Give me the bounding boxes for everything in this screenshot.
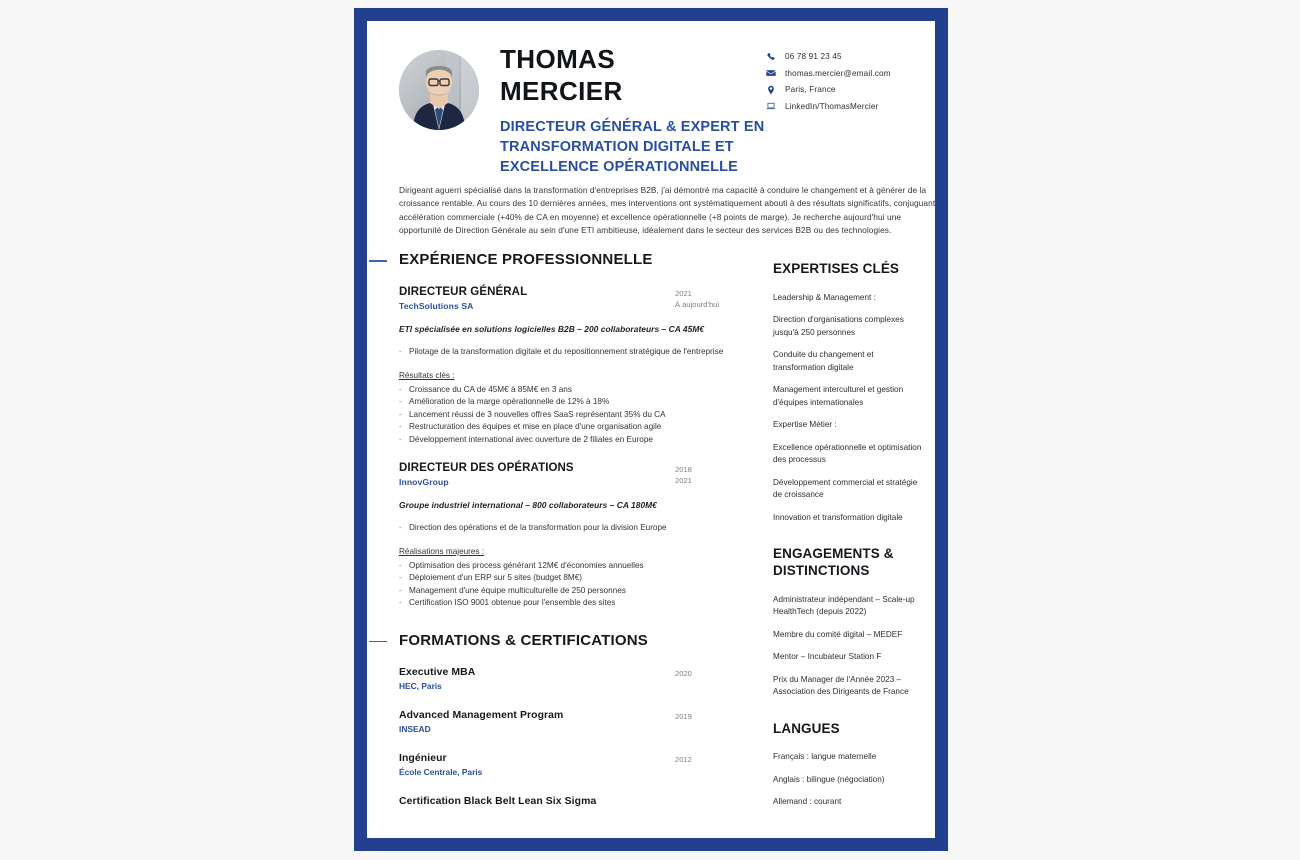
engagement-item: Prix du Manager de l'Année 2023 – Association des Dirigeants de France [773,674,909,697]
job-bullets-title: Résultats clés : [399,370,455,380]
engagement-item: Mentor – Incubateur Station F [773,652,882,662]
sidebar-column [773,261,925,831]
section-heading-engagements: ENGAGEMENTS & DISTINCTIONS [773,545,894,578]
job-bullet: - Certification ISO 9001 obtenue pour l'ensemble des sites [399,597,751,609]
expertise-item: Innovation et transformation digitale [773,512,903,522]
contact-linkedin-text: LinkedIn/ThomasMercier [785,101,879,111]
job-lead-bullet: - Direction des opérations et de la transformation pour la division Europe [399,522,751,535]
heading-dash-icon [369,260,387,262]
job-bullet: - Restructuration des équipes et mise en place d'une organisation agile [399,421,751,433]
experience-entry-titles [399,462,665,487]
experience-entry [399,286,751,446]
heading-dash-icon [369,641,387,643]
education-year: 2012 [675,754,692,764]
location-pin-icon [765,84,776,95]
languages-section [773,721,925,809]
contact-row-location [765,84,935,95]
expertise-section [773,261,925,524]
engagement-item: Administrateur indépendant – Scale-up HealthTech (depuis 2022) [773,594,915,617]
expertise-item: Expertise Métier : [773,420,837,430]
education-degree: Advanced Management Program [399,709,564,721]
education-degree: Executive MBA [399,666,476,678]
language-item: Français : langue maternelle [773,752,877,762]
education-entry [399,753,751,777]
education-school: HEC, Paris [399,680,442,691]
education-year: 2020 [675,668,692,678]
contact-email-text: thomas.mercier@email.com [785,68,891,78]
experience-entry-header [399,286,751,311]
education-entry-main [399,710,665,734]
engagements-section [773,546,925,699]
expertise-item: Leadership & Management : [773,292,876,302]
section-heading-experience [399,251,751,268]
job-company: InnovGroup [399,477,449,488]
experience-entry [399,462,751,610]
job-bullets [399,560,751,610]
section-heading-expertise: EXPERTISES CLÉS [773,261,900,276]
expertise-item: Conduite du changement et transformation digitale [773,350,874,372]
job-date-start: 2018 [675,465,692,475]
contact-phone-text: 06 78 91 23 45 [785,52,842,61]
language-item: Allemand : courant [773,797,842,807]
contact-location-text: Paris, France [785,85,836,94]
experience-entry-titles [399,286,665,311]
contact-row-linkedin[interactable] [765,101,935,112]
first-name: THOMAS [500,44,616,74]
engagement-item: Membre du comité digital – MEDEF [773,629,903,639]
cv-page-frame [354,8,948,851]
avatar [399,50,479,130]
job-bullet: - Optimisation des process générant 12M€ d'économies annuelles [399,560,751,572]
education-school: INSEAD [399,723,431,734]
certification-entry: Certification Black Belt Lean Six Sigma [399,795,597,807]
job-lead-bullet: - Pilotage de la transformation digitale et du repositionnement stratégique de l'entreprise [399,346,751,359]
job-date-start: 2021 [675,289,692,298]
education-entry-main [399,753,665,777]
job-date-end: 2021 [675,476,692,486]
cv-page-sheet [367,21,935,838]
envelope-icon [765,68,776,79]
job-bullet: - Management d'une équipe multiculturelle de 250 personnes [399,585,751,597]
job-bullets-title: Réalisations majeures : [399,546,485,556]
expertise-item: Direction d'organisations complexes jusqu'à 250 personnes [773,315,904,337]
job-bullet: - Croissance du CA de 45M€ à 85M€ en 3 ans [399,384,751,396]
job-dates [665,462,751,486]
language-item: Anglais : bilingue (négociation) [773,774,885,784]
contact-row-email[interactable] [765,68,935,79]
section-heading-experience-label: EXPÉRIENCE PROFESSIONNELLE [399,251,653,268]
job-company: TechSolutions SA [399,301,474,311]
expertise-item: Excellence opérationnelle et optimisation des processus [773,442,922,465]
section-heading-languages: LANGUES [773,720,840,736]
job-bullet: - Lancement réussi de 3 nouvelles offres SaaS représentant 35% du CA [399,409,751,421]
job-date-end: À aujourd'hui [675,300,720,309]
job-title: DIRECTEUR GÉNÉRAL [399,286,528,298]
education-entry-main [399,667,665,691]
section-heading-education-label: FORMATIONS & CERTIFICATIONS [399,631,648,649]
job-context: Groupe industriel international – 800 collaborateurs – CA 180M€ [399,500,657,511]
education-entry [399,667,751,691]
education-year: 2019 [675,711,692,721]
cv-header [367,21,935,176]
job-bullet: - Amélioration de la marge opérationnelle de 12% à 18% [399,396,751,408]
contact-list [765,51,935,117]
job-dates [665,286,751,310]
section-heading-education [399,632,751,649]
profile-summary: Dirigeant aguerri spécialisé dans la transformation d'entreprises B2B, j'ai démontré ma capacité à conduire le changement et à générer de la croissance rentable. Au cours des 10 dernières années, mes interventions ont systématiquement abouti à des résultats significatifs, conjuguant accélération commerciale (+40% de CA en moyenne) et excellence opérationnelle (+8 points de marge). Je recherche aujourd'hui une opportunité de Direction Générale au sein d'une ETI ambitieuse, idéalement dans le secteur des services B2B ou des technologies. [399,185,935,236]
education-entry [399,710,751,734]
phone-icon [765,51,776,62]
job-bullets [399,384,751,446]
main-column [399,251,751,807]
job-bullet: - Déploiement d'un ERP sur 5 sites (budget 8M€) [399,572,751,584]
job-context: ETI spécialisée en solutions logicielles B2B – 200 collaborateurs – CA 45M€ [399,324,705,334]
portrait-photo-icon [399,50,479,130]
job-title: DIRECTEUR DES OPÉRATIONS [399,462,574,475]
laptop-icon [765,101,776,112]
education-degree: Ingénieur [399,752,447,764]
last-name: MERCIER [500,76,623,107]
expertise-item: Management interculturel et gestion d'équipes internationales [773,385,904,407]
expertise-item: Développement commercial et stratégie de croissance [773,477,918,500]
experience-entry-header [399,462,751,487]
contact-row-phone[interactable] [765,51,935,62]
professional-headline: DIRECTEUR GÉNÉRAL & EXPERT EN TRANSFORMATION DIGITALE ET EXCELLENCE OPÉRATIONNELLE [500,119,765,176]
job-bullet: - Développement international avec ouverture de 2 filiales en Europe [399,434,751,446]
education-school: École Centrale, Paris [399,766,483,777]
